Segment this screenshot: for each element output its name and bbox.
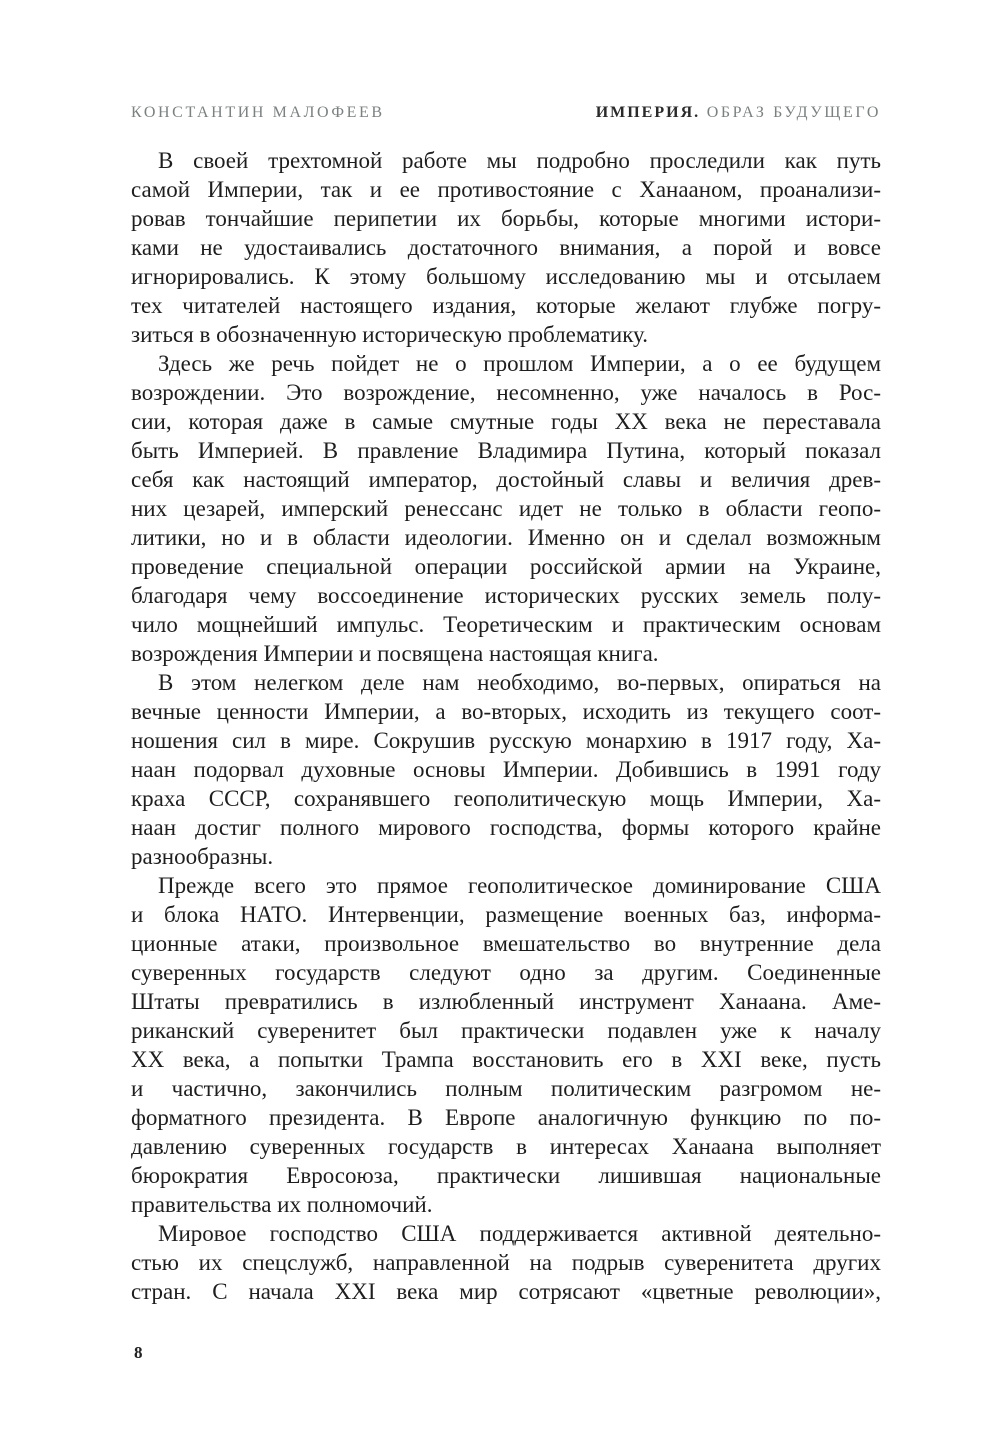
text-line: Мировое господство США поддерживается активной деятельно- [158, 1221, 881, 1246]
text-line: правительства их полномочий. [131, 1192, 433, 1217]
text-line: суверенных государств следуют одно за другим. Соединенные [131, 960, 881, 985]
text-line: XX века, а попытки Трампа восстановить его в XXI веке, пусть [131, 1047, 881, 1072]
header-author: КОНСТАНТИН МАЛОФЕЕВ [131, 104, 385, 121]
page-number: 8 [134, 1343, 143, 1362]
paragraph [131, 871, 881, 1219]
text-line: риканский суверенитет был практически подавлен уже к началу [131, 1018, 881, 1043]
running-header [131, 104, 881, 128]
text-line: тех читателей настоящего издания, которые желают глубже погру- [131, 293, 881, 318]
paragraph [131, 1219, 881, 1306]
text-line: проведение специальной операции российской армии на Украине, [131, 554, 881, 579]
paragraph [131, 349, 881, 668]
text-line: ками не удостаивались достаточного внимания, а порой и вовсе [131, 235, 881, 260]
text-line: сии, которая даже в самые смутные годы XX века не переставала [131, 409, 881, 434]
text-line: быть Империей. В правление Владимира Путина, который показал [131, 438, 881, 463]
text-line: краха СССР, сохранявшего геополитическую мощь Империи, Ха- [131, 786, 881, 811]
header-title-rest: ОБРАЗ БУДУЩЕГО [706, 104, 881, 121]
text-line: литики, но и в области идеологии. Именно он и сделал возможным [131, 525, 881, 550]
header-book-title [596, 104, 881, 122]
text-line: ношения сил в мире. Сокрушив русскую монархию в 1917 году, Ха- [131, 728, 881, 753]
paragraph [131, 668, 881, 871]
paragraph [131, 146, 881, 349]
text-line: вечные ценности Империи, а во-вторых, исходить из текущего соот- [131, 699, 881, 724]
text-line: наан достиг полного мирового господства, формы которого крайне [131, 815, 881, 840]
text-line: самой Империи, так и ее противостояние с Ханааном, проанализи- [131, 177, 881, 202]
text-line: бюрократия Евросоюза, практически лишившая национальные [131, 1163, 881, 1188]
text-line: стью их спецслужб, направленной на подрыв суверенитета других [131, 1250, 881, 1275]
text-line: и частично, закончились полным политическим разгромом не- [131, 1076, 881, 1101]
text-line: В своей трехтомной работе мы подробно проследили как путь [158, 148, 881, 173]
text-line: стран. С начала XXI века мир сотрясают «цветные революции», [131, 1279, 881, 1304]
text-line: ционные атаки, произвольное вмешательство во внутренние дела [131, 931, 881, 956]
text-line: себя как настоящий император, достойный славы и величия древ- [131, 467, 881, 492]
text-line: чило мощнейший импульс. Теоретическим и практическим основам [131, 612, 881, 637]
text-line: возрождения Империи и посвящена настоящая книга. [131, 641, 659, 666]
header-title-bold: ИМПЕРИЯ. [595, 104, 701, 121]
text-line: них цезарей, имперский ренессанс идет не только в области геопо- [131, 496, 881, 521]
text-line: и блока НАТО. Интервенции, размещение военных баз, информа- [131, 902, 881, 927]
text-line: наан подорвал духовные основы Империи. Добившись в 1991 году [131, 757, 881, 782]
text-line: давлению суверенных государств в интересах Ханаана выполняет [131, 1134, 881, 1159]
text-line: благодаря чему воссоединение исторических русских земель полу- [131, 583, 881, 608]
text-line: зиться в обозначенную историческую проблематику. [131, 322, 648, 347]
text-line: ровав тончайшие перипетии их борьбы, которые многими истори- [131, 206, 881, 231]
text-line: Здесь же речь пойдет не о прошлом Империи, а о ее будущем [158, 351, 881, 376]
page-body-text [131, 146, 881, 1306]
text-line: форматного президента. В Европе аналогичную функцию по по- [131, 1105, 881, 1130]
text-line: возрождении. Это возрождение, несомненно, уже началось в Рос- [131, 380, 881, 405]
text-line: В этом нелегком деле нам необходимо, во-первых, опираться на [158, 670, 881, 695]
text-line: Штаты превратились в излюбленный инструмент Ханаана. Аме- [131, 989, 881, 1014]
text-line: игнорировались. К этому большому исследованию мы и отсылаем [131, 264, 881, 289]
text-line: Прежде всего это прямое геополитическое доминирование США [158, 873, 881, 898]
text-line: разнообразны. [131, 844, 274, 869]
